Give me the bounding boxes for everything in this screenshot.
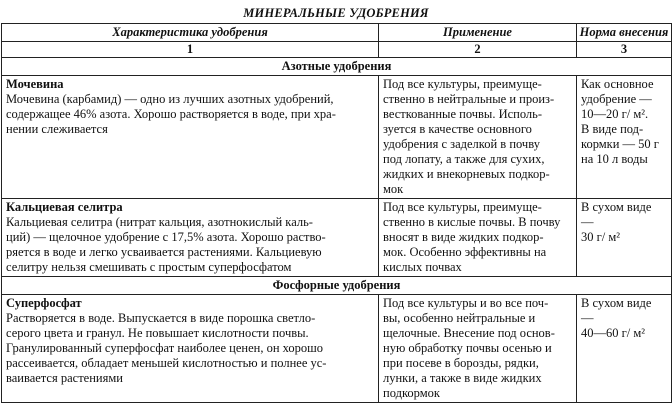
fertilizer-table bbox=[1, 23, 672, 403]
fertilizer-description: Мочевина (карбамид) — одно из лучших азотных удобрений, содержащее 46% азота. Хорошо растворяется в воде, при хра- нении слеживается bbox=[6, 92, 336, 136]
column-number: 3 bbox=[577, 42, 672, 58]
norm-cell bbox=[577, 295, 672, 403]
application-cell bbox=[379, 199, 577, 277]
application-cell bbox=[379, 76, 577, 199]
norm-cell bbox=[577, 199, 672, 277]
fertilizer-norm: Как основное удобрение — 10—20 г/ м². В виде под- кормки — 50 г на 10 л воды bbox=[581, 77, 659, 166]
norm-cell bbox=[577, 76, 672, 199]
fertilizer-application: Под все культуры, преимуще- ственно в кислые почвы. В почву вносят в виде жидких подкор- мок. Особенно эффективны на кислых почвах bbox=[383, 200, 561, 274]
column-number: 1 bbox=[2, 42, 379, 58]
header-characteristic: Характеристика удобрения bbox=[2, 24, 379, 42]
fertilizer-name: Мочевина bbox=[6, 77, 64, 91]
fertilizer-name: Суперфосфат bbox=[6, 296, 82, 310]
fertilizer-application: Под все культуры, преимуще- ственно в нейтральные и произ- весткованные почвы. Исполь- зуется в качестве основного удобрения с заделкой в почву под лопату, а также для сухих, жидких и внекорневых подкор- мок bbox=[383, 77, 555, 196]
characteristic-cell bbox=[2, 295, 379, 403]
section-label: Фосфорные удобрения bbox=[2, 277, 672, 295]
fertilizer-application: Под все культуры и во все поч- вы, особенно нейтральные и щелочные. Внесение под основ- ную обработку почвы осенью и при посеве в борозды, рядки, лунки, а также в виде жидких подкормок bbox=[383, 296, 555, 400]
column-number-row bbox=[2, 42, 672, 58]
fertilizer-name: Кальциевая селитра bbox=[6, 200, 123, 214]
header-norm: Норма внесения bbox=[577, 24, 672, 42]
header-application: Применение bbox=[379, 24, 577, 42]
section-row-nitrogen bbox=[2, 58, 672, 76]
table-row bbox=[2, 295, 672, 403]
characteristic-cell bbox=[2, 199, 379, 277]
fertilizer-description: Кальциевая селитра (нитрат кальция, азотнокислый каль- ций) — щелочное удобрение с 17,5% азота. Хорошо раство- ряется в воде и легко усваивается растениями. Кальциевую селитру нельзя смешивать с простым суперфосфатом bbox=[6, 215, 326, 274]
application-cell bbox=[379, 295, 577, 403]
table-row bbox=[2, 199, 672, 277]
fertilizer-norm: В сухом виде — 40—60 г/ м² bbox=[581, 296, 652, 340]
header-row bbox=[2, 24, 672, 42]
table-row bbox=[2, 76, 672, 199]
characteristic-cell bbox=[2, 76, 379, 199]
section-row-phosphorus bbox=[2, 277, 672, 295]
section-label: Азотные удобрения bbox=[2, 58, 672, 76]
fertilizer-description: Растворяется в воде. Выпускается в виде порошка светло- серого цвета и гранул. Не повышает кислотности почвы. Гранулированный суперфосфат наиболее ценен, он хорошо рассеивается, обладает меньшей кислотностью и полнее ус- ваивается растениями bbox=[6, 311, 327, 385]
fertilizer-norm: В сухом виде — 30 г/ м² bbox=[581, 200, 652, 244]
column-number: 2 bbox=[379, 42, 577, 58]
page-title: МИНЕРАЛЬНЫЕ УДОБРЕНИЯ bbox=[243, 6, 429, 20]
